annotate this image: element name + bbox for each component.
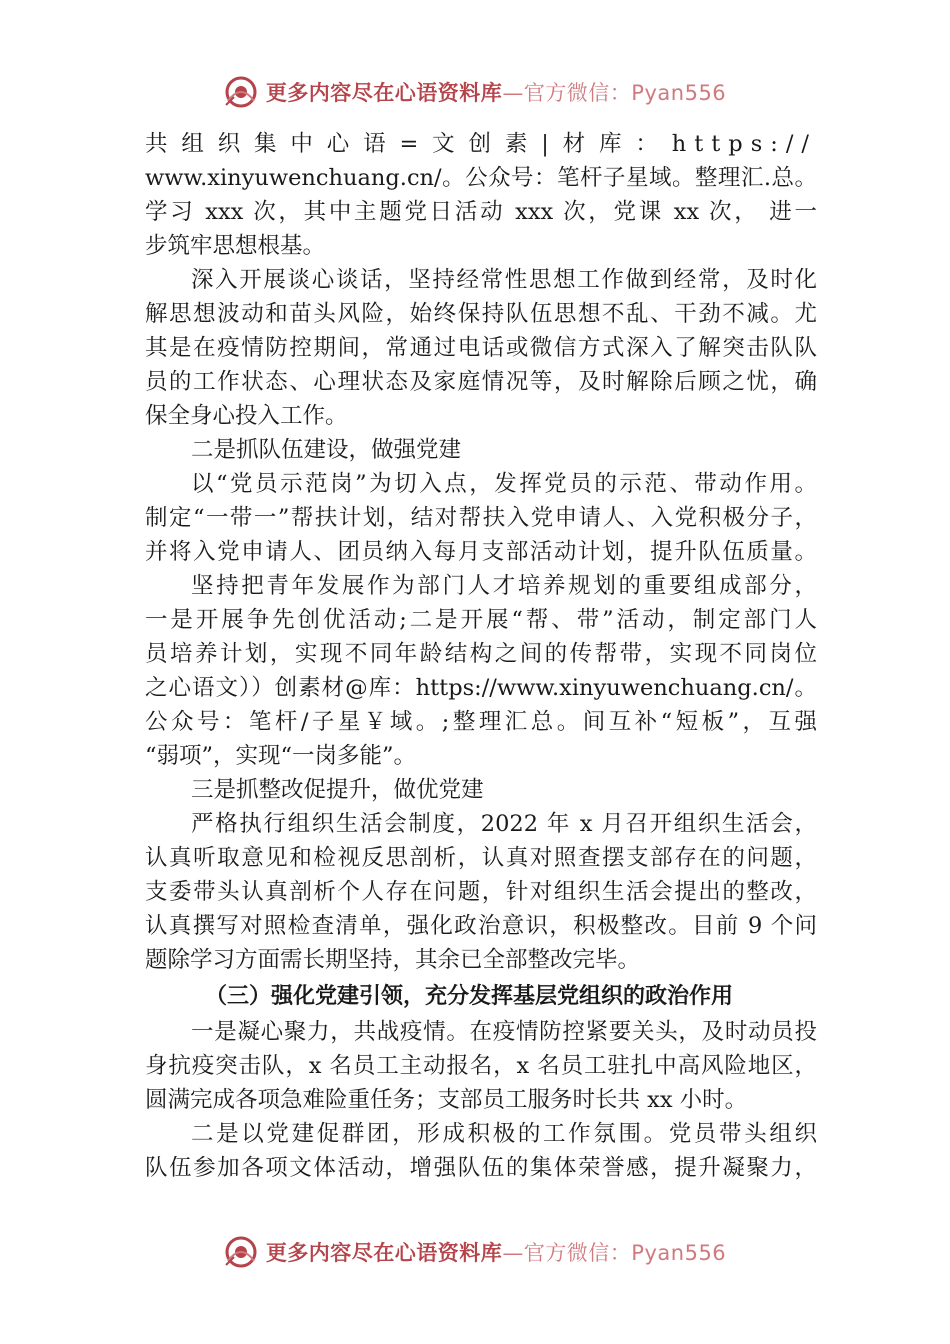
- text-line: 保全身心投入工作。: [145, 403, 348, 429]
- paragraph-4: [145, 467, 817, 569]
- logo-icon: [224, 75, 258, 109]
- paragraph-1: [145, 127, 817, 263]
- footer-banner-text: [266, 1237, 726, 1267]
- text-line: www.xinyuwenchuang.cn/。公众号：笔杆子星域。整理汇.总。: [145, 165, 817, 191]
- text-line: 并将入党申请人、团员纳入每月支部活动计划，提升队伍质量。: [145, 539, 817, 565]
- footer-banner-contact: —官方微信：Pyan556: [502, 1241, 727, 1265]
- subheading-2: 二是抓队伍建设，做强党建: [191, 437, 462, 463]
- text-line: 题除学习方面需长期坚持，其余已全部整改完毕。: [145, 947, 641, 973]
- paragraph-7: [145, 807, 817, 977]
- footer-banner-title: 更多内容尽在心语资料库: [265, 1241, 503, 1265]
- header-banner-text: [266, 77, 726, 107]
- text-line: 一是凝心聚力，共战疫情。在疫情防控紧要关头，及时动员投: [191, 1019, 817, 1045]
- paragraph-9: [145, 1117, 817, 1185]
- section-heading: （三）强化党建引领，充分发挥基层党组织的政治作用: [205, 984, 734, 1009]
- text-line: 员培养计划，实现不同年龄结构之间的传帮带，实现不同岗位: [145, 641, 817, 667]
- text-line: 解思想波动和苗头风险，始终保持队伍思想不乱、干劲不减。尤: [145, 301, 817, 327]
- document-body: [145, 127, 817, 1185]
- text-line: 以“党员示范岗”为切入点，发挥党员的示范、带动作用。: [191, 471, 817, 497]
- paragraph-5: [145, 569, 817, 773]
- text-line: 学习 xxx 次，其中主题党日活动 xxx 次，党课 xx 次， 进一: [145, 199, 817, 225]
- text-line: 身抗疫突击队，x 名员工主动报名，x 名员工驻扎中高风险地区，: [145, 1053, 817, 1079]
- text-line: 共组织集中心语=文创素|材库：https://: [145, 131, 817, 157]
- text-line: 认真撰写对照检查清单，强化政治意识，积极整改。目前 9 个问: [145, 913, 817, 939]
- text-line: 支委带头认真剖析个人存在问题，针对组织生活会提出的整改，: [145, 879, 817, 905]
- text-line: 严格执行组织生活会制度，2022 年 x 月召开组织生活会，: [191, 811, 817, 837]
- text-line: 深入开展谈心谈话，坚持经常性思想工作做到经常，及时化: [191, 267, 817, 293]
- subheading-3: 三是抓整改促提升，做优党建: [191, 777, 484, 803]
- text-line: 步筑牢思想根基。: [145, 233, 326, 259]
- text-line: 队伍参加各项文体活动，增强队伍的集体荣誉感，提升凝聚力，: [145, 1155, 817, 1181]
- text-line: 其是在疫情防控期间，常通过电话或微信方式深入了解突击队队: [145, 335, 817, 361]
- paragraph-2: [145, 263, 817, 433]
- header-banner-title: 更多内容尽在心语资料库: [265, 81, 503, 105]
- logo-icon: [224, 1235, 258, 1269]
- text-line: 坚持把青年发展作为部门人才培养规划的重要组成部分，: [191, 573, 817, 599]
- header-banner-contact: —官方微信：Pyan556: [502, 81, 727, 105]
- paragraph-8: [145, 1015, 817, 1117]
- text-line: 二是以党建促群团，形成积极的工作氛围。党员带头组织: [191, 1121, 817, 1147]
- text-line: 一是开展争先创优活动;二是开展“帮、带”活动，制定部门人: [145, 607, 817, 633]
- text-line: “弱项”，实现“一岗多能”。: [145, 743, 417, 769]
- text-line: 圆满完成各项急难险重任务；支部员工服务时长共 xx 小时。: [145, 1087, 748, 1113]
- text-line: 员的工作状态、心理状态及家庭情况等，及时解除后顾之忧，确: [145, 369, 817, 395]
- text-line: 之心语文））创素材@库：https://www.xinyuwenchuang.cn/。: [145, 675, 817, 701]
- text-line: 制定“一带一”帮扶计划，结对帮扶入党申请人、入党积极分子，: [145, 505, 817, 531]
- text-line: 认真听取意见和检视反思剖析，认真对照查摆支部存在的问题，: [145, 845, 817, 871]
- footer-banner: [0, 1232, 950, 1272]
- header-banner: [0, 72, 950, 112]
- text-line: 公众号：笔杆/子星￥域。;整理汇总。间互补“短板”，互强: [145, 709, 817, 735]
